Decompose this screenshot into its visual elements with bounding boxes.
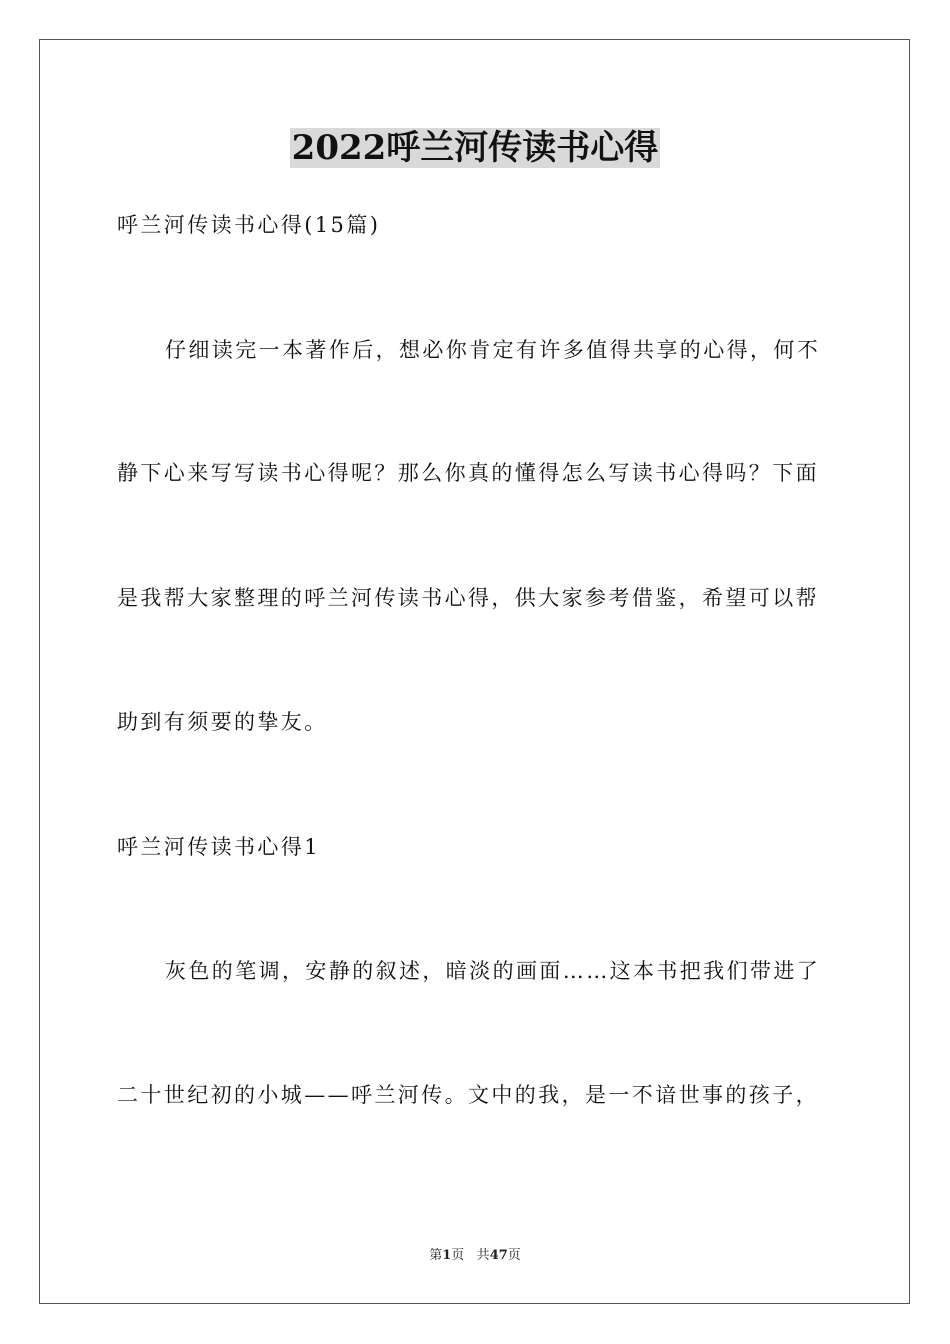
section-line-1: 灰色的笔调，安静的叙述，暗淡的画面……这本书把我们带进了 — [165, 959, 821, 983]
intro-line-4: 助到有须要的挚友。 — [117, 710, 328, 734]
intro-line-2: 静下心来写写读书心得呢？那么你真的懂得怎么写读书心得吗？下面 — [117, 461, 819, 485]
footer-total-prefix: 共 — [476, 1248, 490, 1263]
footer-total-pages: 47 — [489, 1248, 508, 1263]
document-title-text: 2022呼兰河传读书心得 — [291, 128, 659, 168]
footer-page-number: 1 — [442, 1248, 452, 1263]
intro-line-1: 仔细读完一本著作后，想必你肯定有许多值得共享的心得，何不 — [165, 338, 821, 362]
footer-page-prefix: 第 — [429, 1248, 443, 1263]
document-subtitle: 呼兰河传读书心得(15篇) — [117, 213, 381, 237]
footer-total-suffix: 页 — [507, 1248, 521, 1263]
section-line-2: 二十世纪初的小城——呼兰河传。文中的我，是一不谙世事的孩子， — [117, 1083, 819, 1107]
section-heading: 呼兰河传读书心得1 — [117, 835, 320, 859]
page-footer — [0, 1247, 950, 1265]
document-title — [0, 126, 950, 170]
intro-line-3: 是我帮大家整理的呼兰河传读书心得，供大家参考借鉴，希望可以帮 — [117, 586, 819, 610]
footer-page-suffix: 页 — [451, 1248, 465, 1263]
